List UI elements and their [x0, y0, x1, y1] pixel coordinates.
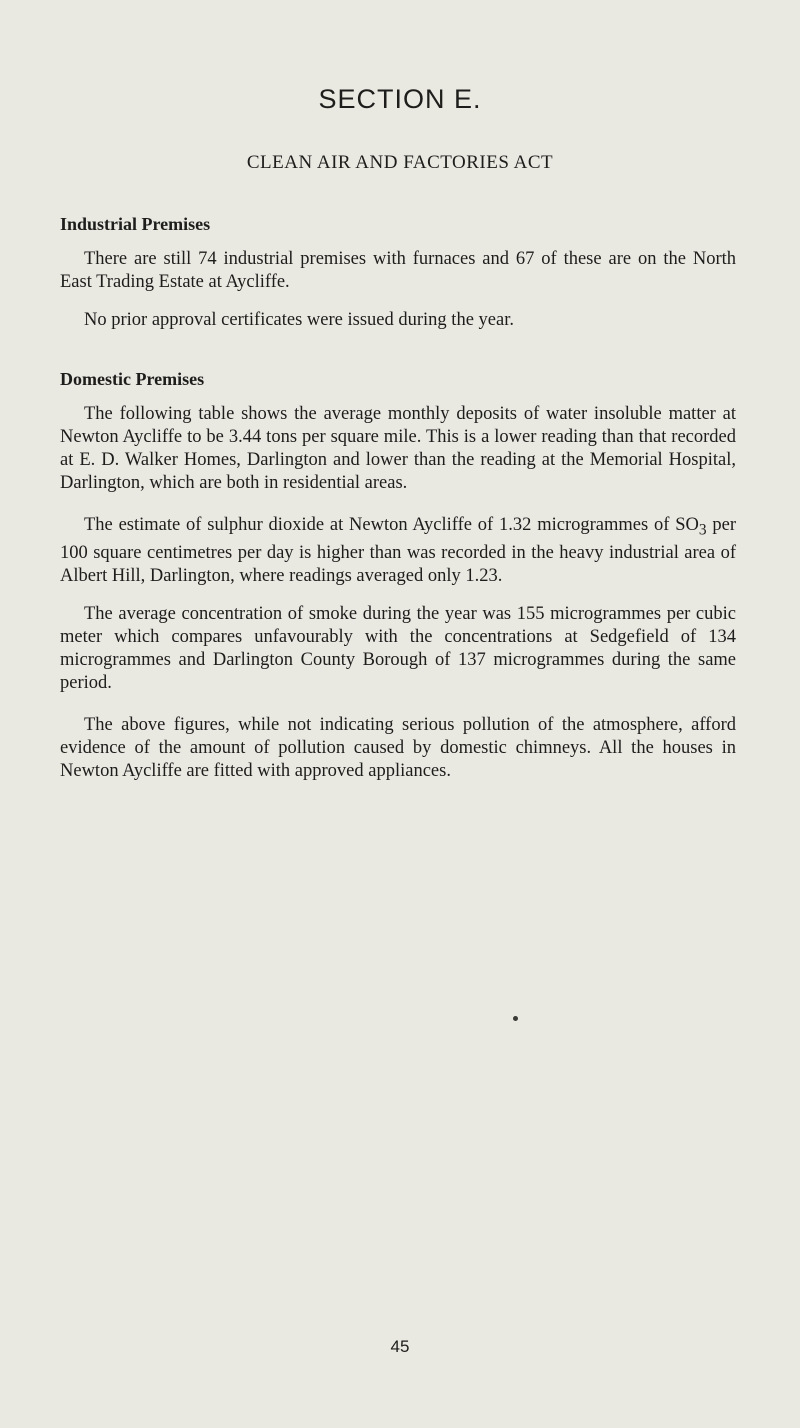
section-title: SECTION E. — [318, 84, 482, 114]
industrial-premises-heading: Industrial Premises — [60, 214, 211, 234]
domestic-paragraph-2 — [60, 514, 736, 588]
sulphur-text-end: per 100 square centimetres per day is higher than was recorded in the heavy industrial area of Albert Hill, Darlington, where readings averaged only 1.23. — [60, 515, 736, 586]
domestic-premises-heading: Domestic Premises — [60, 369, 205, 389]
industrial-paragraph-2: No prior approval certificates were issued during the year. — [84, 310, 514, 330]
domestic-paragraph-3: The average concentration of smoke during the year was 155 microgrammes per cubic meter which compares unfavourably with the concentrations at Sedgefield of 134 microgrammes and Darlington County Borough of 137 microgrammes during the same period. — [60, 604, 736, 693]
domestic-paragraph-1: The following table shows the average monthly deposits of water insoluble matter at Newton Aycliffe to be 3.44 tons per square mile. This is a lower reading than that recorded at E. D. Walker Homes, Darlington and lower than the reading at the Memorial Hospital, Darlington, which are both in residential areas. — [60, 404, 736, 493]
stray-mark — [513, 1016, 518, 1021]
industrial-paragraph-1: There are still 74 industrial premises with furnaces and 67 of these are on the North East Trading Estate at Aycliffe. — [60, 249, 736, 292]
so3-subscript: 3 — [698, 521, 707, 539]
domestic-paragraph-4: The above figures, while not indicating serious pollution of the atmosphere, afford evidence of the amount of pollution caused by domestic chimneys. All the houses in Newton Aycliffe are fitted with approved appliances. — [60, 715, 736, 781]
act-title: CLEAN AIR AND FACTORIES ACT — [246, 152, 554, 173]
page-number: 45 — [390, 1337, 410, 1356]
sulphur-text-start: The estimate of sulphur dioxide at Newton Aycliffe of 1.32 microgrammes of SO — [84, 515, 699, 535]
